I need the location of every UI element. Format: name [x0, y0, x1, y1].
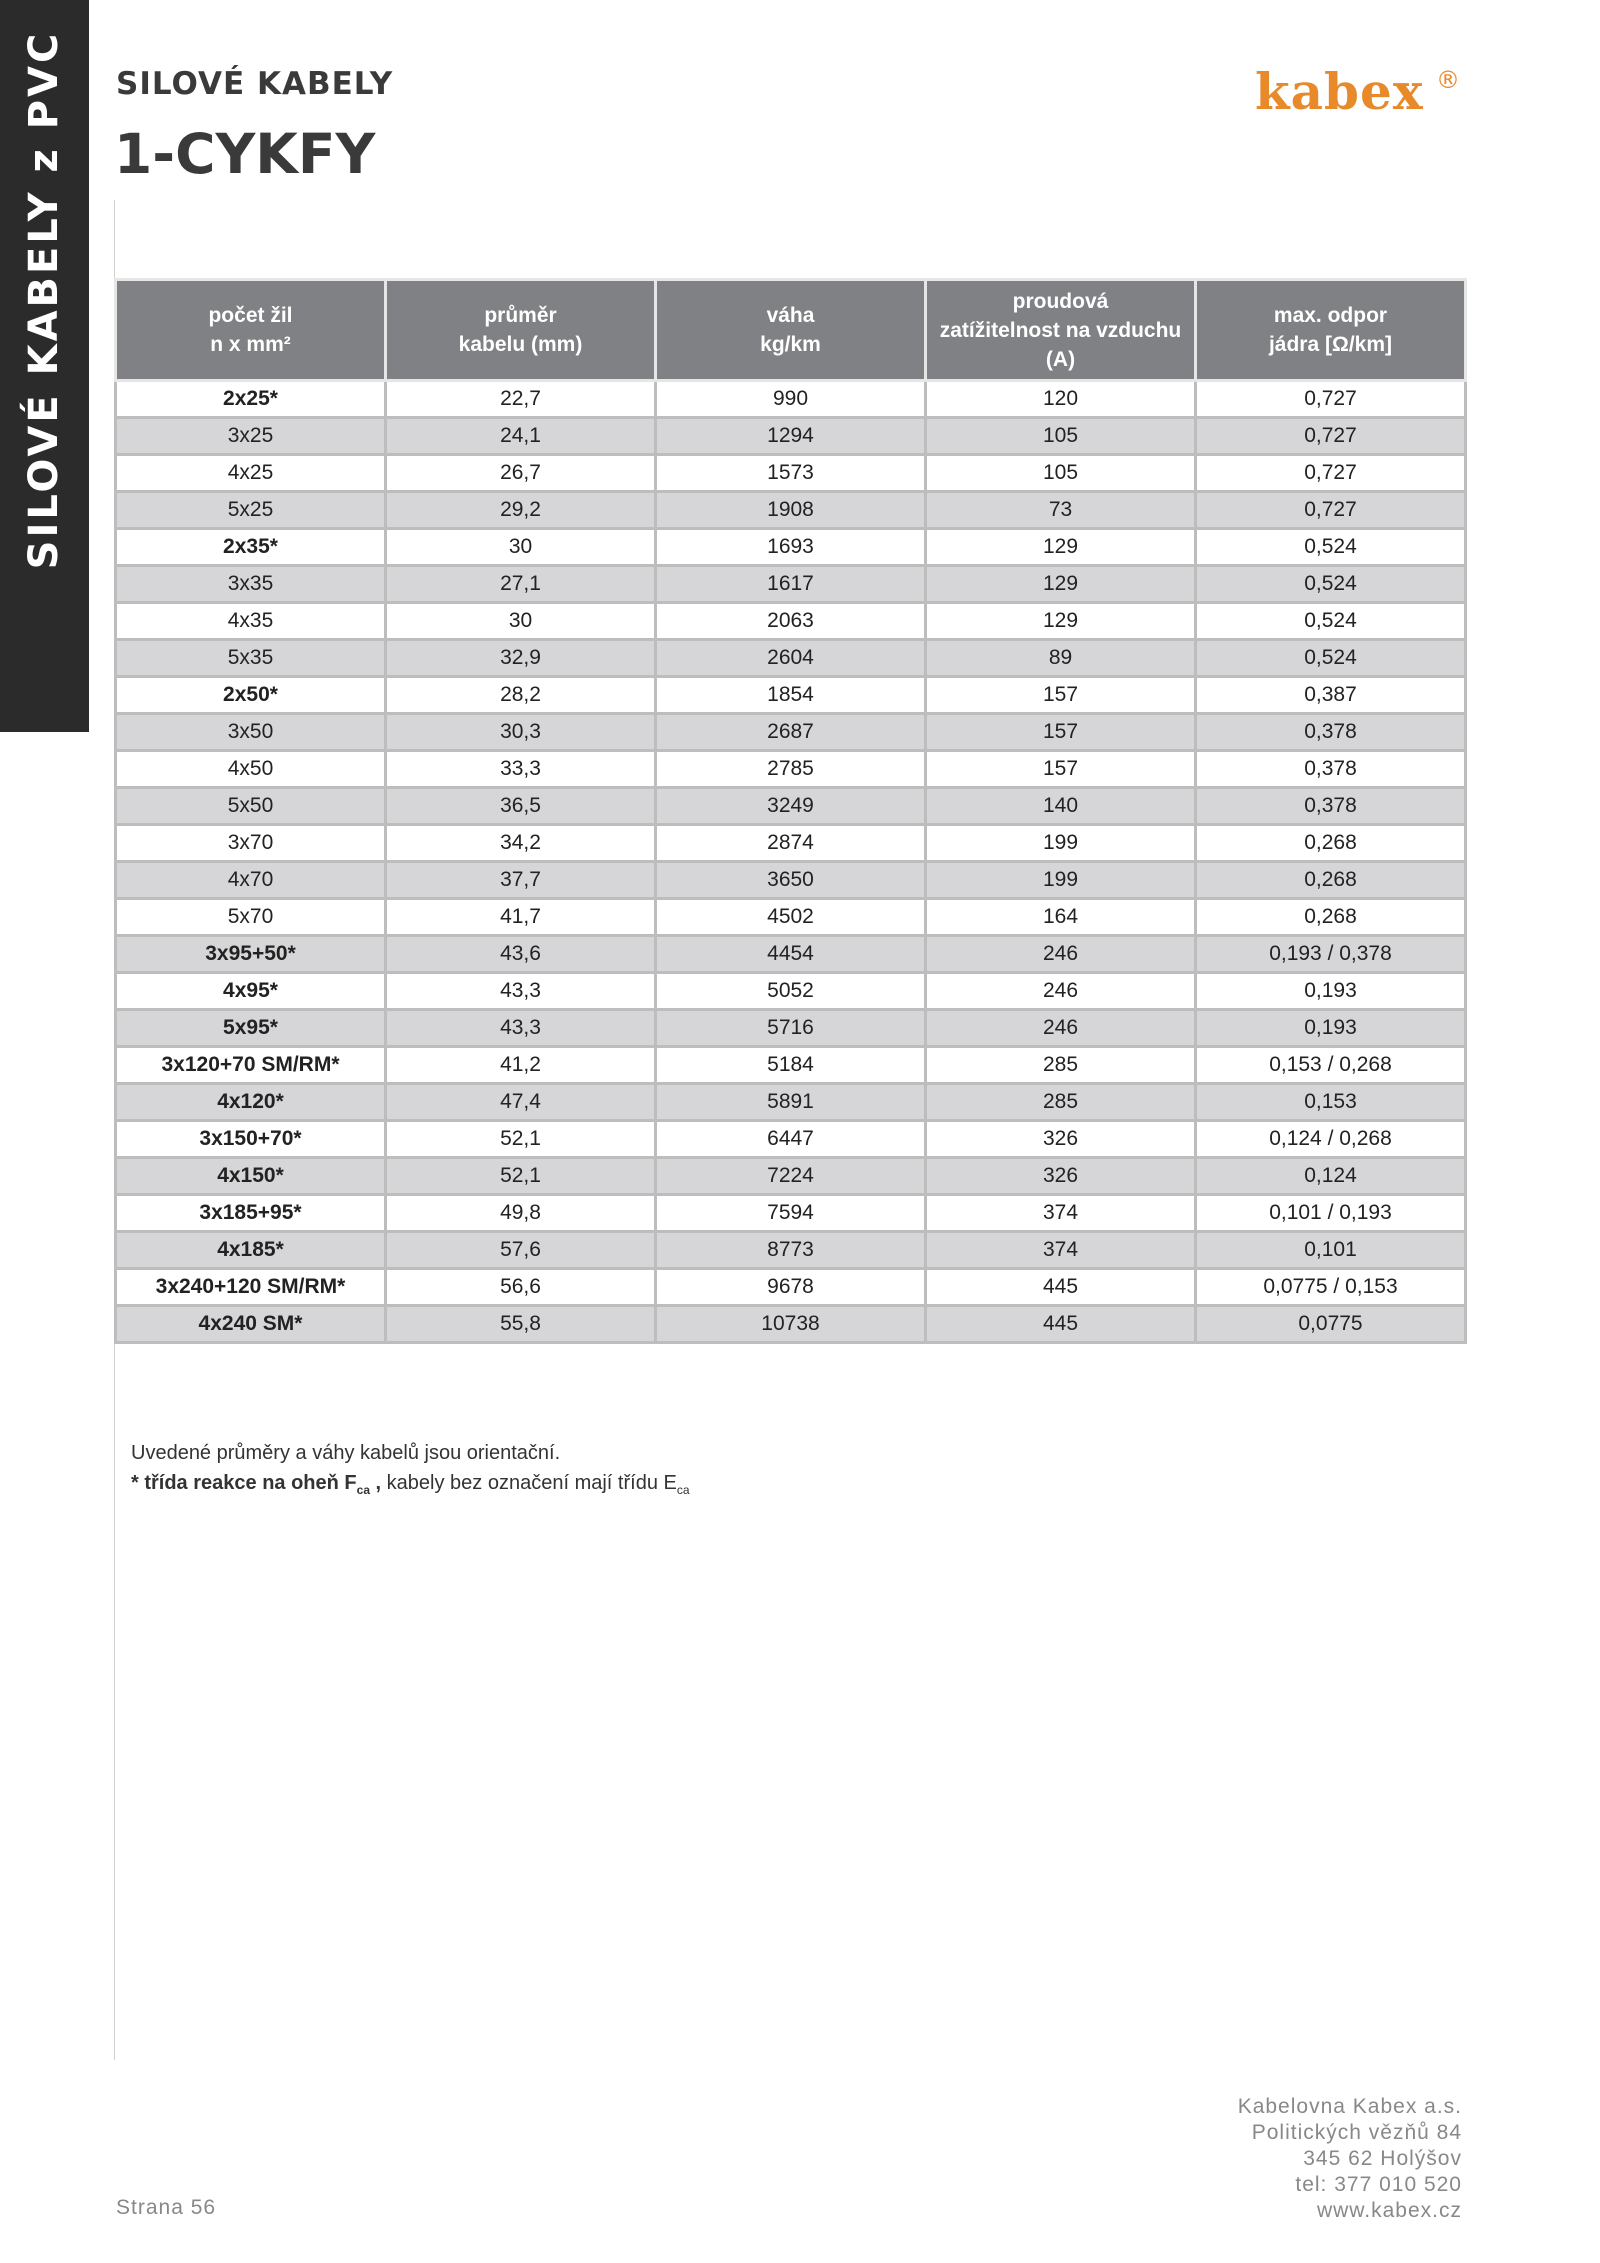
table-cell: 73 — [926, 492, 1196, 529]
table-cell: 285 — [926, 1047, 1196, 1084]
table-cell: 5x70 — [116, 899, 386, 936]
table-row — [116, 936, 1466, 973]
table-cell: 0,524 — [1196, 640, 1466, 677]
table-cell: 4x50 — [116, 751, 386, 788]
address-line: www.kabex.cz — [1316, 2199, 1462, 2222]
table-cell: 52,1 — [386, 1121, 656, 1158]
table-cell: 41,7 — [386, 899, 656, 936]
table-row — [116, 714, 1466, 751]
table-row — [116, 1195, 1466, 1232]
table-cell: 5184 — [656, 1047, 926, 1084]
table-cell: 246 — [926, 973, 1196, 1010]
table-cell: 4x120* — [116, 1084, 386, 1121]
table-cell: 43,6 — [386, 936, 656, 973]
table-cell: 0,193 / 0,378 — [1196, 936, 1466, 973]
table-cell: 0,153 / 0,268 — [1196, 1047, 1466, 1084]
registered-mark: ® — [1436, 66, 1460, 94]
table-cell: 285 — [926, 1084, 1196, 1121]
table-cell: 36,5 — [386, 788, 656, 825]
table-cell: 120 — [926, 381, 1196, 418]
table-cell: 30 — [386, 529, 656, 566]
table-cell: 3x150+70* — [116, 1121, 386, 1158]
table-cell: 7594 — [656, 1195, 926, 1232]
table-body — [116, 381, 1466, 1343]
table-cell: 129 — [926, 603, 1196, 640]
table-row — [116, 381, 1466, 418]
section-kicker: SILOVÉ KABELY — [116, 66, 394, 102]
table-cell: 28,2 — [386, 677, 656, 714]
table-cell: 3x240+120 SM/RM* — [116, 1269, 386, 1306]
table-cell: 1294 — [656, 418, 926, 455]
table-row — [116, 603, 1466, 640]
table-cell: 157 — [926, 677, 1196, 714]
table-cell: 374 — [926, 1232, 1196, 1269]
resistance-header: max. odpor jádra [Ω/km] — [1196, 280, 1466, 381]
table-row — [116, 1121, 1466, 1158]
table-cell: 33,3 — [386, 751, 656, 788]
table-cell: 4x35 — [116, 603, 386, 640]
table-row — [116, 899, 1466, 936]
table-cell: 0,124 / 0,268 — [1196, 1121, 1466, 1158]
table-cell: 3x25 — [116, 418, 386, 455]
table-cell: 55,8 — [386, 1306, 656, 1343]
table-cell: 24,1 — [386, 418, 656, 455]
table-cell: 9678 — [656, 1269, 926, 1306]
count-header: počet žil n x mm² — [116, 280, 386, 381]
table-cell: 0,193 — [1196, 1010, 1466, 1047]
table-cell: 4x150* — [116, 1158, 386, 1195]
table-cell: 3x185+95* — [116, 1195, 386, 1232]
table-cell: 0,524 — [1196, 603, 1466, 640]
table-cell: 0,268 — [1196, 899, 1466, 936]
table-cell: 10738 — [656, 1306, 926, 1343]
table-cell: 5052 — [656, 973, 926, 1010]
table-cell: 0,524 — [1196, 529, 1466, 566]
table-cell: 3x95+50* — [116, 936, 386, 973]
table-row — [116, 492, 1466, 529]
table-cell: 7224 — [656, 1158, 926, 1195]
table-cell: 0,101 / 0,193 — [1196, 1195, 1466, 1232]
table-cell: 5x50 — [116, 788, 386, 825]
table-cell: 5891 — [656, 1084, 926, 1121]
table-cell: 4x95* — [116, 973, 386, 1010]
table-cell: 0,727 — [1196, 455, 1466, 492]
table-cell: 0,193 — [1196, 973, 1466, 1010]
address-line: Politických vězňů 84 — [1251, 2121, 1462, 2144]
side-tab — [0, 0, 89, 732]
page-number: Strana 56 — [116, 2196, 217, 2219]
table-cell: 0,727 — [1196, 418, 1466, 455]
table-cell: 157 — [926, 751, 1196, 788]
table-cell: 0,153 — [1196, 1084, 1466, 1121]
table-cell: 41,2 — [386, 1047, 656, 1084]
table-cell: 4x70 — [116, 862, 386, 899]
table-cell: 3x35 — [116, 566, 386, 603]
table-cell: 4x240 SM* — [116, 1306, 386, 1343]
kabex-logo: kabex — [1255, 62, 1424, 121]
table-cell: 129 — [926, 529, 1196, 566]
table-row — [116, 1047, 1466, 1084]
table-cell: 246 — [926, 936, 1196, 973]
table-cell: 0,268 — [1196, 862, 1466, 899]
table-cell: 34,2 — [386, 825, 656, 862]
table-header-row — [116, 280, 1466, 381]
current-header: proudová zatížitelnost na vzduchu (A) — [926, 280, 1196, 381]
table-row — [116, 1084, 1466, 1121]
table-row — [116, 418, 1466, 455]
side-tab-label: SILOVÉ KABELY z PVC — [21, 30, 67, 570]
table-cell: 0,727 — [1196, 492, 1466, 529]
table-cell: 37,7 — [386, 862, 656, 899]
table-cell: 43,3 — [386, 1010, 656, 1047]
address-line: 345 62 Holýšov — [1303, 2147, 1462, 2170]
table-cell: 30 — [386, 603, 656, 640]
table-cell: 164 — [926, 899, 1196, 936]
weight-header: váha kg/km — [656, 280, 926, 381]
table-cell: 1854 — [656, 677, 926, 714]
table-cell: 157 — [926, 714, 1196, 751]
table-cell: 3249 — [656, 788, 926, 825]
table-cell: 3x50 — [116, 714, 386, 751]
table-cell: 326 — [926, 1121, 1196, 1158]
table-cell: 129 — [926, 566, 1196, 603]
table-cell: 26,7 — [386, 455, 656, 492]
table-cell: 5x95* — [116, 1010, 386, 1047]
table-cell: 5x25 — [116, 492, 386, 529]
table-cell: 0,727 — [1196, 381, 1466, 418]
table-row — [116, 1306, 1466, 1343]
table-cell: 0,101 — [1196, 1232, 1466, 1269]
table-cell: 4x25 — [116, 455, 386, 492]
table-cell: 43,3 — [386, 973, 656, 1010]
company-address — [1238, 2094, 1462, 2224]
table-cell: 57,6 — [386, 1232, 656, 1269]
table-cell: 0,378 — [1196, 714, 1466, 751]
table-row — [116, 1010, 1466, 1047]
table-cell: 5x35 — [116, 640, 386, 677]
table-cell: 1693 — [656, 529, 926, 566]
table-cell: 22,7 — [386, 381, 656, 418]
table-cell: 52,1 — [386, 1158, 656, 1195]
table-row — [116, 529, 1466, 566]
table-cell: 4502 — [656, 899, 926, 936]
table-row — [116, 751, 1466, 788]
table-cell: 0,124 — [1196, 1158, 1466, 1195]
table-row — [116, 973, 1466, 1010]
table-cell: 0,378 — [1196, 751, 1466, 788]
table-cell: 29,2 — [386, 492, 656, 529]
table-cell: 105 — [926, 418, 1196, 455]
table-cell: 1573 — [656, 455, 926, 492]
table-cell: 374 — [926, 1195, 1196, 1232]
table-cell: 2785 — [656, 751, 926, 788]
table-cell: 47,4 — [386, 1084, 656, 1121]
table-cell: 0,378 — [1196, 788, 1466, 825]
table-row — [116, 788, 1466, 825]
table-cell: 2874 — [656, 825, 926, 862]
table-cell: 27,1 — [386, 566, 656, 603]
page-title: 1-CYKFY — [114, 122, 376, 186]
table-cell: 30,3 — [386, 714, 656, 751]
table-cell: 246 — [926, 1010, 1196, 1047]
table-cell: 199 — [926, 825, 1196, 862]
table-row — [116, 1158, 1466, 1195]
address-line: Kabelovna Kabex a.s. — [1237, 2095, 1462, 2118]
table-cell: 140 — [926, 788, 1196, 825]
note-orientation: Uvedené průměry a váhy kabelů jsou orientační. — [131, 1442, 561, 1464]
table-cell: 445 — [926, 1306, 1196, 1343]
table-cell: 5716 — [656, 1010, 926, 1047]
diameter-header: průměr kabelu (mm) — [386, 280, 656, 381]
table-row — [116, 640, 1466, 677]
table-cell: 0,268 — [1196, 825, 1466, 862]
table-cell: 32,9 — [386, 640, 656, 677]
table-cell: 0,387 — [1196, 677, 1466, 714]
table-cell: 2063 — [656, 603, 926, 640]
table-row — [116, 677, 1466, 714]
table-cell: 6447 — [656, 1121, 926, 1158]
table-cell: 326 — [926, 1158, 1196, 1195]
table-row — [116, 862, 1466, 899]
table-cell: 0,0775 / 0,153 — [1196, 1269, 1466, 1306]
table-cell: 0,0775 — [1196, 1306, 1466, 1343]
table-row — [116, 566, 1466, 603]
table-cell: 2x50* — [116, 677, 386, 714]
table-row — [116, 825, 1466, 862]
note-fire-class-bold: * třída reakce na oheň $F_{ca}$ , — [131, 1472, 382, 1497]
table-cell: 2687 — [656, 714, 926, 751]
table-row — [116, 1269, 1466, 1306]
table-cell: 56,6 — [386, 1269, 656, 1306]
table-cell: 49,8 — [386, 1195, 656, 1232]
table-row — [116, 1232, 1466, 1269]
table-cell: 199 — [926, 862, 1196, 899]
address-line: tel: 377 010 520 — [1295, 2173, 1462, 2196]
table-cell: 3650 — [656, 862, 926, 899]
table-cell: 8773 — [656, 1232, 926, 1269]
table-cell: 4454 — [656, 936, 926, 973]
table-cell: 4x185* — [116, 1232, 386, 1269]
table-cell: 0,524 — [1196, 566, 1466, 603]
table-cell: 3x70 — [116, 825, 386, 862]
table-cell: 990 — [656, 381, 926, 418]
table-cell: 2604 — [656, 640, 926, 677]
table-cell: 445 — [926, 1269, 1196, 1306]
table-cell: 1908 — [656, 492, 926, 529]
table-cell: 89 — [926, 640, 1196, 677]
table-cell: 2x35* — [116, 529, 386, 566]
table-cell: 3x120+70 SM/RM* — [116, 1047, 386, 1084]
table-row — [116, 455, 1466, 492]
table-cell: 2x25* — [116, 381, 386, 418]
table-cell: 105 — [926, 455, 1196, 492]
note-fire-class: * třída reakce na oheň $F_{ca}$ , kabely bez označení mají třídu $E_{ca}$ — [131, 1472, 690, 1497]
cable-spec-table — [114, 278, 1467, 1344]
table-cell: 1617 — [656, 566, 926, 603]
